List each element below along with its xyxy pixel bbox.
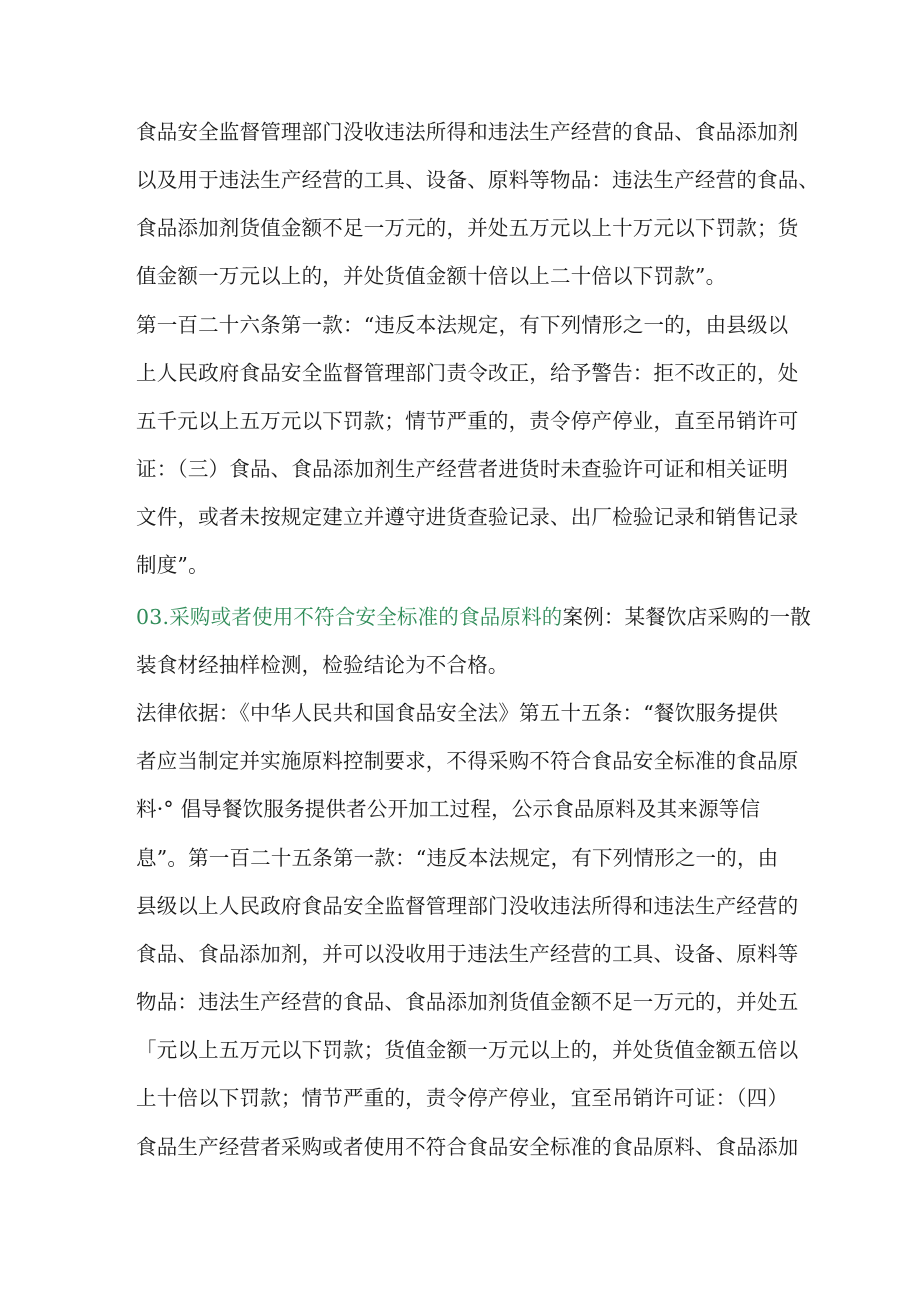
text-line: 料·° 倡导餐饮服务提供者公开加工过程，公示食品原料及其来源等信 bbox=[136, 797, 761, 821]
text-line: 上人民政府食品安全监督管理部门责令改正，给予警告：拒不改正的，处 bbox=[136, 361, 799, 385]
text-line: 食品添加剂货值金额不足一万元的，并处五万元以上十万元以下罚款；货 bbox=[136, 216, 799, 240]
text-line: 息”。第一百二十五条第一款：“违反本法规定，有下列情形之一的，由 bbox=[136, 846, 779, 870]
section-heading-rest: 案例：某餐饮店采购的一散 bbox=[562, 605, 811, 629]
text-line: 者应当制定并实施原料控制要求，不得采购不符合食品安全标准的食品原 bbox=[136, 749, 799, 773]
text-line: 证：（三）食品、食品添加剂生产经营者进货时未查验许可证和相关证明 bbox=[136, 457, 789, 481]
section-heading-line bbox=[136, 601, 811, 633]
text-line: 五千元以上五万元以下罚款；情节严重的，责令停产停业，直至吊销许可 bbox=[136, 409, 799, 433]
text-line: 县级以上人民政府食品安全监督管理部门没收违法所得和违法生产经营的 bbox=[136, 894, 799, 918]
text-line: 食品生产经营者采购或者使用不符合食品安全标准的食品原料、食品添加 bbox=[136, 1135, 799, 1159]
text-line: 文件，或者未按规定建立并遵守进货查验记录、出厂检验记录和销售记录 bbox=[136, 505, 799, 529]
text-line: 值金额一万元以上的，并处货值金额十倍以上二十倍以下罚款”。 bbox=[136, 264, 727, 288]
text-line: 食品、食品添加剂，并可以没收用于违法生产经营的工具、设备、原料等 bbox=[136, 942, 799, 966]
text-line: 物品：违法生产经营的食品、食品添加剂货值金额不足一万元的，并处五 bbox=[136, 990, 799, 1014]
text-line: 装食材经抽样检测，检验结论为不合格。 bbox=[136, 653, 509, 677]
text-line: 以及用于违法生产经营的工具、设备、原料等物品：违法生产经营的食品、 bbox=[136, 168, 820, 192]
text-line: 上十倍以下罚款；情节严重的，责令停产停业，宜至吊销许可证：（四） bbox=[136, 1086, 789, 1110]
text-line: 食品安全监督管理部门没收违法所得和违法生产经营的食品、食品添加剂 bbox=[136, 120, 799, 144]
text-line: 法律依据：《中华人民共和国食品安全法》第五十五条：“餐饮服务提供 bbox=[136, 701, 779, 725]
text-line: 「元以上五万元以下罚款；货值金额一万元以上的，并处货值金额五倍以 bbox=[136, 1038, 799, 1062]
section-heading: 03.采购或者使用不符合安全标准的食品原料的 bbox=[136, 605, 563, 629]
text-line: 第一百二十六条第一款：“违反本法规定，有下列情形之一的，由县级以 bbox=[136, 313, 789, 337]
text-line: 制度”。 bbox=[136, 553, 209, 577]
